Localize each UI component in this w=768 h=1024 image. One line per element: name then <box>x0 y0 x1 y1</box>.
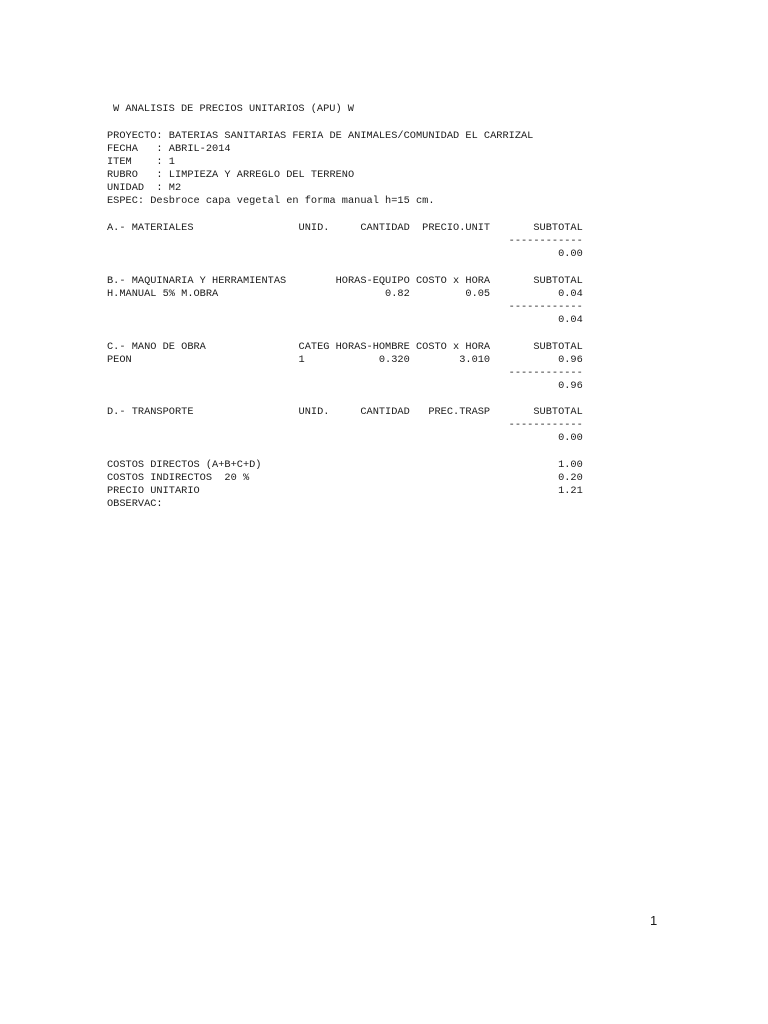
project-line: PROYECTO: BATERIAS SANITARIAS FERIA DE ANIMALES/COMUNIDAD EL CARRIZAL <box>107 130 534 142</box>
transport-total: 0.00 <box>107 432 583 444</box>
materials-total: 0.00 <box>107 248 583 260</box>
item-line: ITEM : 1 <box>107 156 175 168</box>
equipment-row: H.MANUAL 5% M.OBRA 0.82 0.05 0.04 <box>107 288 583 300</box>
labor-row: PEON 1 0.320 3.010 0.96 <box>107 354 583 366</box>
equipment-total: 0.04 <box>107 314 583 326</box>
observations-line: OBSERVAC: <box>107 498 163 510</box>
rubro-line: RUBRO : LIMPIEZA Y ARREGLO DEL TERRENO <box>107 169 355 181</box>
unit-line: UNIDAD : M2 <box>107 182 182 194</box>
equipment-header: B.- MAQUINARIA Y HERRAMIENTAS HORAS-EQUIPO COSTO x HORA SUBTOTAL <box>107 275 583 287</box>
transport-rule: ------------ <box>107 419 583 431</box>
spec-line: ESPEC: Desbroce capa vegetal en forma manual h=15 cm. <box>107 195 435 207</box>
page-number: 1 <box>650 913 658 928</box>
unit-price-line: PRECIO UNITARIO 1.21 <box>107 485 583 497</box>
direct-costs-line: COSTOS DIRECTOS (A+B+C+D) 1.00 <box>107 459 583 471</box>
transport-header: D.- TRANSPORTE UNID. CANTIDAD PREC.TRASP SUBTOTAL <box>107 406 583 418</box>
labor-total: 0.96 <box>107 380 583 392</box>
materials-header: A.- MATERIALES UNID. CANTIDAD PRECIO.UNIT SUBTOTAL <box>107 222 583 234</box>
labor-rule: ------------ <box>107 367 583 379</box>
date-line: FECHA : ABRIL-2014 <box>107 143 231 155</box>
equipment-rule: ------------ <box>107 301 583 313</box>
indirect-costs-line: COSTOS INDIRECTOS 20 % 0.20 <box>107 472 583 484</box>
labor-header: C.- MANO DE OBRA CATEG HORAS-HOMBRE COSTO x HORA SUBTOTAL <box>107 341 583 353</box>
document-title: W ANALISIS DE PRECIOS UNITARIOS (APU) W <box>113 103 354 115</box>
materials-rule: ------------ <box>107 235 583 247</box>
